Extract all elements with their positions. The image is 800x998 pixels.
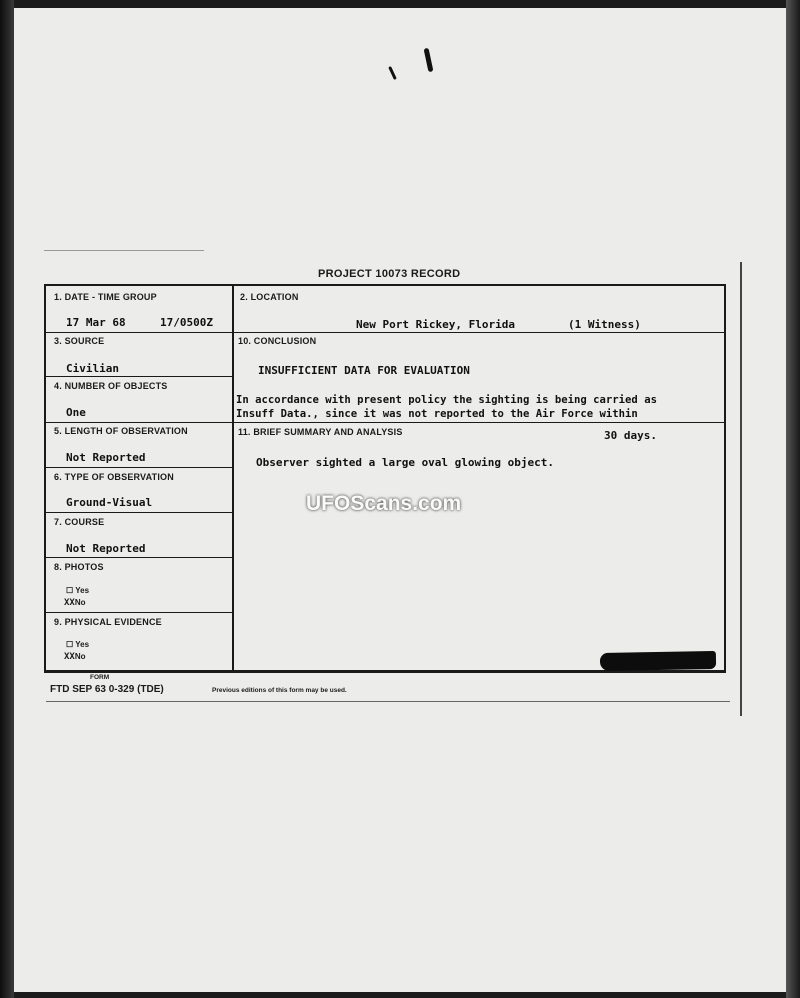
photos-no-option xyxy=(64,598,86,608)
column-divider xyxy=(232,286,234,670)
form-word: FORM xyxy=(90,674,110,681)
scan-edge-left xyxy=(0,0,14,998)
evidence-no-option xyxy=(64,652,86,662)
source-label: 3. SOURCE xyxy=(54,336,105,346)
conclusion-value: INSUFFICIENT DATA FOR EVALUATION xyxy=(258,364,470,377)
row-divider xyxy=(46,467,232,468)
photos-no-label: No xyxy=(74,598,86,607)
watermark: UFOScans.com xyxy=(306,492,462,515)
evidence-no-label: No xyxy=(74,652,86,661)
observation-type-value: Ground-Visual xyxy=(66,496,153,509)
row-divider xyxy=(46,557,232,558)
form-id: FTD SEP 63 0-329 (TDE) xyxy=(50,684,164,695)
row-divider xyxy=(46,332,232,333)
conclusion-label: 10. CONCLUSION xyxy=(238,336,317,346)
evidence-yes-option xyxy=(66,640,89,649)
witness-count: (1 Witness) xyxy=(568,318,641,331)
checkbox-icon: ☐ xyxy=(66,640,74,649)
objects-label: 4. NUMBER OF OBJECTS xyxy=(54,381,168,391)
row-divider xyxy=(232,332,724,333)
summary-label: 11. BRIEF SUMMARY AND ANALYSIS xyxy=(238,427,403,437)
row-divider xyxy=(46,376,232,377)
page-title: PROJECT 10073 RECORD xyxy=(318,268,461,280)
summary-value: Observer sighted a large oval glowing object. xyxy=(256,456,555,469)
objects-value: One xyxy=(66,406,86,419)
checked-mark: XX xyxy=(64,598,75,608)
row-divider xyxy=(46,422,232,423)
length-label: 5. LENGTH OF OBSERVATION xyxy=(54,426,188,436)
location-value: New Port Rickey, Florida xyxy=(356,318,515,331)
scan-line xyxy=(740,262,742,716)
conclusion-note-line3: 30 days. xyxy=(604,429,657,442)
course-label: 7. COURSE xyxy=(54,517,105,527)
redaction-mark xyxy=(600,651,716,671)
row-divider xyxy=(232,422,724,423)
evidence-yes-label: Yes xyxy=(75,640,90,649)
photos-yes-option xyxy=(66,586,89,595)
location-label: 2. LOCATION xyxy=(240,292,299,302)
time-value: 17/0500Z xyxy=(160,316,213,329)
row-divider xyxy=(46,512,232,513)
date-time-label: 1. DATE - TIME GROUP xyxy=(54,292,157,302)
photos-label: 8. PHOTOS xyxy=(54,562,104,572)
length-value: Not Reported xyxy=(66,451,146,464)
conclusion-note-line2: Insuff Data., since it was not reported to the Air Force within xyxy=(236,408,638,420)
source-value: Civilian xyxy=(66,362,119,375)
scan-line xyxy=(46,701,730,702)
observation-type-label: 6. TYPE OF OBSERVATION xyxy=(54,472,174,482)
physical-evidence-label: 9. PHYSICAL EVIDENCE xyxy=(54,617,162,627)
photos-yes-label: Yes xyxy=(75,586,90,595)
scan-edge-right xyxy=(786,0,800,998)
row-divider xyxy=(46,612,232,613)
scan-line xyxy=(44,250,204,251)
checkbox-icon: ☐ xyxy=(66,586,74,595)
record-form xyxy=(44,284,726,673)
date-value: 17 Mar 68 xyxy=(66,316,126,329)
conclusion-note-line1: In accordance with present policy the sighting is being carried as xyxy=(236,394,657,406)
checked-mark: XX xyxy=(64,652,75,662)
form-notice: Previous editions of this form may be used. xyxy=(212,687,347,694)
course-value: Not Reported xyxy=(66,542,146,555)
